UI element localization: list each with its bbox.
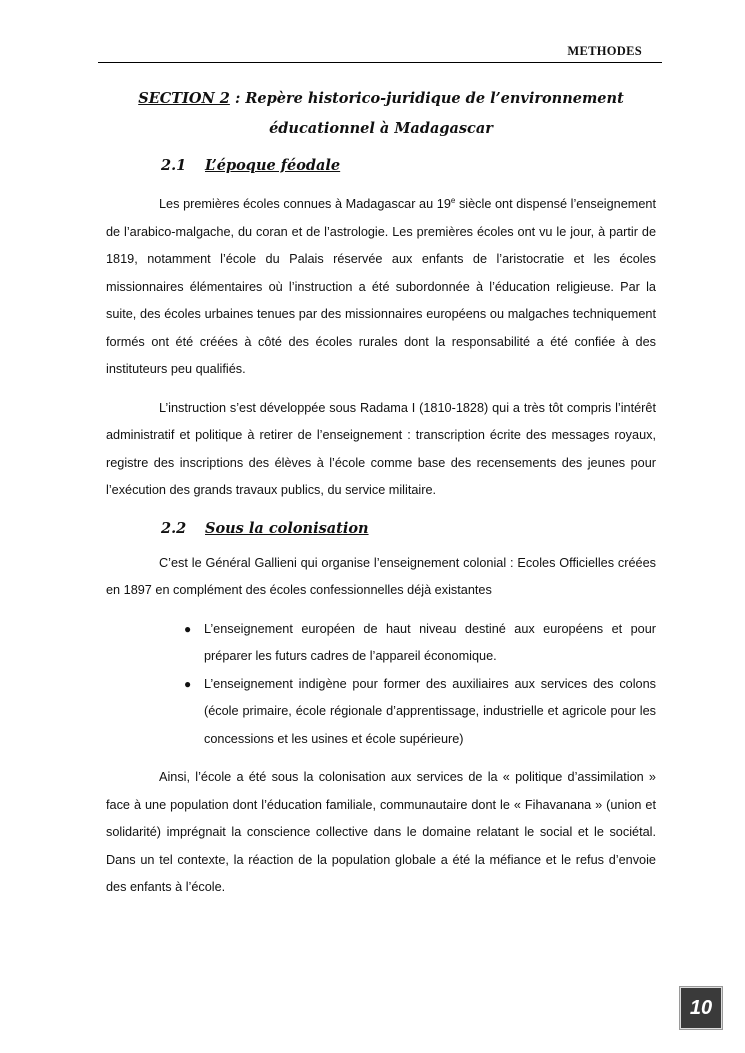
section-title	[106, 84, 656, 144]
list-item	[106, 616, 656, 671]
bullet-icon: ●	[184, 676, 192, 691]
page-number-box	[679, 986, 723, 1030]
list-item	[106, 671, 656, 754]
bullet-list	[106, 616, 656, 754]
superscript: e	[450, 196, 456, 205]
subsection-title: Sous la colonisation	[205, 519, 369, 537]
section-number: SECTION 2	[138, 90, 230, 107]
paragraph-gallieni: C’est le Général Gallieni qui organise l’enseignement colonial : Ecoles Officielles créées en 1897 en complément des écoles confessionnelles déjà existantes	[106, 555, 656, 598]
paragraph-assimilation: Ainsi, l’école a été sous la colonisation aux services de la « politique d’assimilation » face à une population dont l’éducation familiale, communautaire dont le « Fihavanana » (union et solidarité) imprégnait la conscience collective dans le domaine relatant le social et le sociétal. Dans un tel contexte, la réaction de la population globale a été la méfiance et le refus d’envoie des enfants à l’école.	[106, 770, 656, 895]
paragraph-early-schools	[106, 187, 656, 384]
subsection-number: 2.1	[161, 157, 187, 174]
list-item-text: L’enseignement européen de haut niveau destiné aux européens et pour préparer les futurs cadres de l’appareil économique.	[204, 621, 656, 664]
paragraph-text: siècle ont dispensé l’enseignement de l’arabico-malgache, du coran et de l’astrologie. Les premières écoles ont vu le jour, à partir de 1819, notamment l’école du Palais réservée aux enfants de l’aristocratie et les écoles missionnaires élémentaires où l’instruction a été subordonnée à l’éducation religieuse. Par la suite, des écoles urbaines tenues par des missionnaires européens ou malgaches techniquement formés ont été créées à côté des écoles rurales dont la responsabilité a été confiée à des instituteurs peu qualifiés.	[106, 197, 656, 377]
subsection-heading-2-2	[106, 516, 656, 542]
paragraph-text: Les premières écoles connues à Madagascar au 19	[159, 197, 451, 212]
subsection-title: L’époque féodale	[205, 157, 341, 174]
header-title: METHODES	[567, 44, 642, 58]
list-item-text: L’enseignement indigène pour former des auxiliaires aux services des colons (école primaire, école régionale d’apprentissage, industrielle et agricole pour les concessions et les usines et école supérieure)	[204, 676, 656, 746]
subsection-heading-2-1	[106, 153, 656, 179]
bullet-icon: ●	[184, 621, 192, 636]
page-header	[98, 42, 662, 63]
page-content	[106, 84, 656, 913]
subsection-number: 2.2	[161, 519, 187, 537]
page-number: 10	[689, 996, 713, 1019]
paragraph-radama: L’instruction s’est développée sous Radama I (1810-1828) qui a très tôt compris l’intérêt administratif et politique à retirer de l’enseignement : transcription écrite des messages royaux, registre des inscriptions des élèves à l’école comme base des recensements des jeunes pour l’exécution des grands travaux publics, du service militaire.	[106, 400, 656, 498]
section-heading-text: : Repère historico-juridique de l’environnement éducationnel à Madagascar	[229, 90, 624, 137]
